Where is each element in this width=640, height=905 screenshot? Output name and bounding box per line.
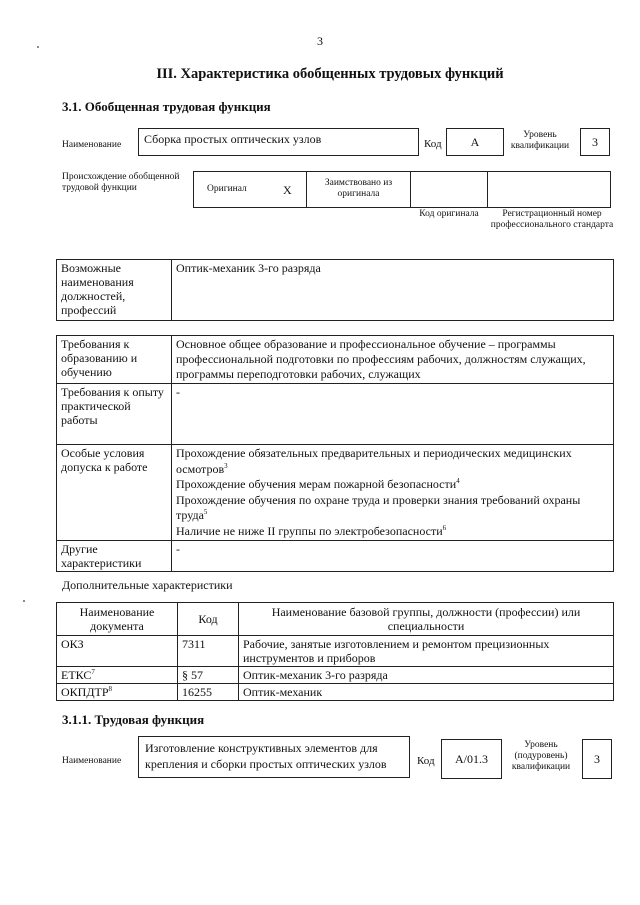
table-row [57, 667, 614, 684]
section-title: III. Характеристика обобщенных трудовых функций [156, 66, 504, 82]
code-cell: 7311 [178, 636, 239, 667]
additional-header-row [57, 603, 614, 636]
code-original-caption: Код оригинала [419, 209, 479, 219]
gtf-name-label: Наименование [62, 140, 122, 150]
name-cell: Оптик-механик [239, 684, 614, 701]
other-value: - [172, 541, 614, 572]
name-cell: Рабочие, занятые изготовлением и ремонтом прецизионных инструментов и приборов [239, 636, 614, 667]
gtf-code-value: A [470, 135, 480, 149]
column-header: Код [178, 603, 239, 636]
reg-number-caption: Регистрационный номер профессионального стандарта [490, 209, 614, 230]
original-label: Оригинал [207, 184, 247, 194]
column-header: Наименование документа [57, 603, 178, 636]
positions-label: Возможные наименования должностей, профессий [57, 260, 172, 321]
experience-value: - [172, 384, 614, 445]
code-cell: § 57 [178, 667, 239, 684]
special-item: Прохождение обучения по охране труда и проверки знания требований охраны труда$^5$ [176, 492, 581, 522]
education-value: Основное общее образование и профессиональное обучение – программы профессиональной подготовки по профессиям рабочих, должностям служащих, программы переподготовки рабочих, служащих [172, 336, 614, 384]
code-original-cell [410, 171, 488, 208]
table-row [57, 636, 614, 667]
additional-heading: Дополнительные характеристики [62, 578, 233, 592]
experience-row [57, 384, 614, 445]
requirements-table [56, 335, 614, 572]
gtf-level-label: Уровень квалификации [510, 130, 570, 151]
code-cell: 16255 [178, 684, 239, 701]
gtf-level-value: 3 [592, 135, 598, 149]
tf-code-field [441, 739, 502, 779]
tf-name-field [138, 736, 410, 778]
tf-name-label: Наименование [62, 756, 122, 766]
borrowed-label: Заимствовано из оригинала [324, 178, 393, 199]
positions-table [56, 259, 614, 321]
gtf-code-label: Код [424, 138, 442, 150]
gtf-name-field [138, 128, 419, 156]
tf-level-label: Уровень (подуровень) квалификации [511, 740, 571, 772]
gtf-code-field [446, 128, 504, 156]
doc-cell: ОКЗ [57, 636, 178, 667]
gtf-heading: 3.1. Обобщенная трудовая функция [62, 99, 271, 114]
name-cell: Оптик-механик 3-го разряда [239, 667, 614, 684]
other-row [57, 541, 614, 572]
reg-number-cell [487, 171, 611, 208]
column-header: Наименование базовой группы, должности (профессии) или специальности [239, 603, 614, 636]
special-row [57, 445, 614, 541]
gtf-origin-label: Происхождение обобщенной трудовой функции [62, 172, 180, 193]
positions-value: Оптик-механик 3-го разряда [172, 260, 614, 321]
tf-level-field [582, 739, 612, 779]
original-cell [193, 171, 307, 208]
special-label: Особые условия допуска к работе [57, 445, 172, 541]
special-conditions [172, 445, 614, 541]
tf-code-label: Код [417, 755, 435, 767]
experience-label: Требования к опыту практической работы [57, 384, 172, 445]
page-number: 3 [317, 34, 323, 48]
tf-level-value: 3 [594, 752, 600, 766]
gtf-name-value: Сборка простых оптических узлов [144, 132, 322, 146]
doc-cell: ЕТКС$^7$ [57, 667, 178, 684]
original-mark: X [283, 183, 292, 197]
education-label: Требования к образованию и обучению [57, 336, 172, 384]
other-label: Другие характеристики [57, 541, 172, 572]
education-row [57, 336, 614, 384]
special-item: Прохождение обучения мерам пожарной безопасности$^4$ [176, 477, 460, 491]
gtf-level-field [580, 128, 610, 156]
additional-table [56, 602, 614, 701]
tf-name-value: Изготовление конструктивных элементов для крепления и сборки простых оптических узлов [145, 741, 387, 771]
special-item: Наличие не ниже II группы по электробезопасности$^6$ [176, 523, 447, 538]
scan-speck [23, 600, 25, 602]
tf-code-value: A/01.3 [455, 752, 488, 766]
table-row [57, 684, 614, 701]
tf-heading: 3.1.1. Трудовая функция [62, 712, 205, 727]
borrowed-cell [306, 171, 411, 208]
special-item: Прохождение обязательных предварительных и периодических медицинских осмотров$^3$ [176, 446, 572, 476]
scan-speck [37, 46, 39, 48]
doc-cell: ОКПДТР$^8$ [57, 684, 178, 701]
